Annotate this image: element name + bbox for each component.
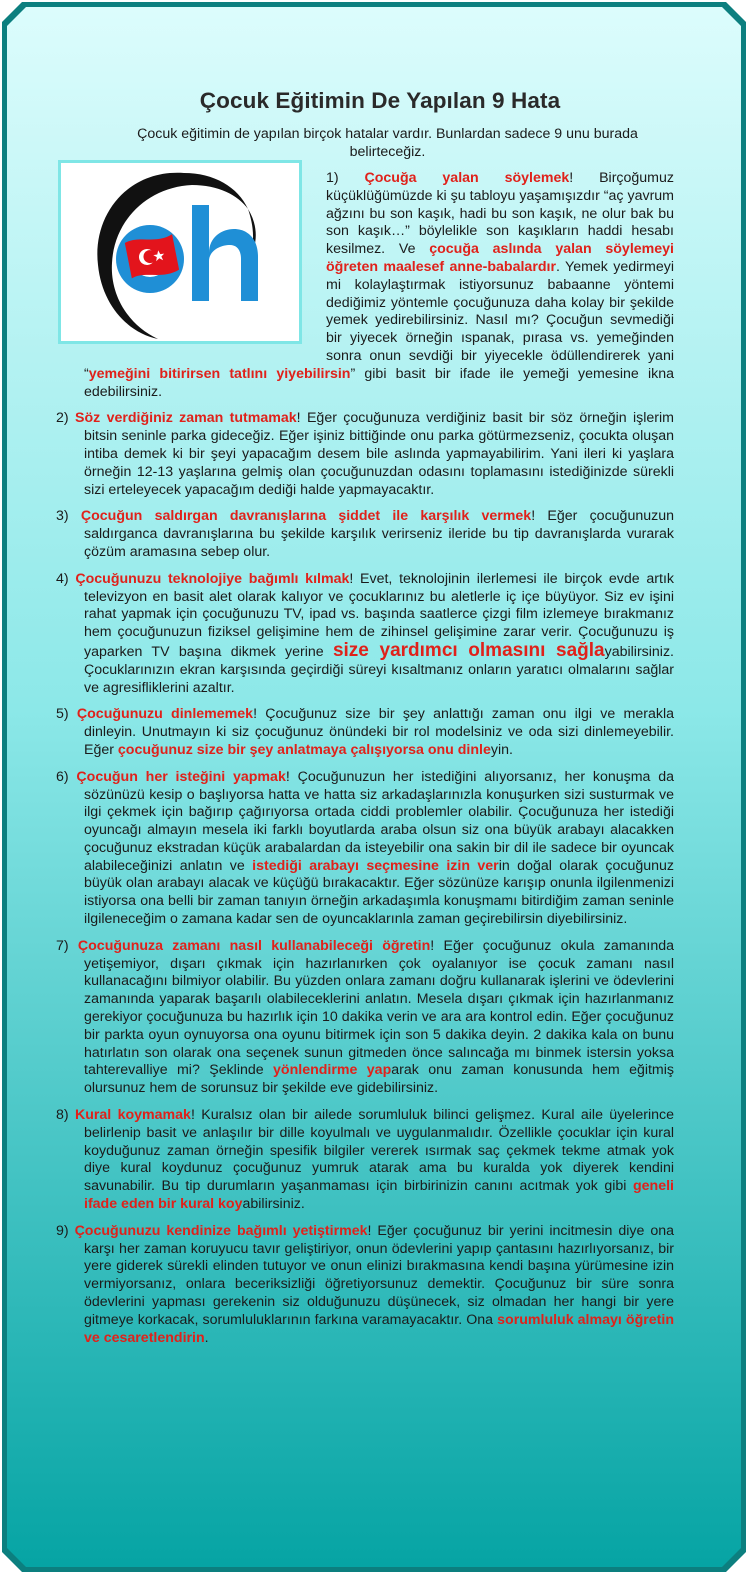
highlight-text: Çocuğunuzu teknolojiye bağımlı kılmak xyxy=(75,570,350,587)
highlight-text: geneli ifade eden bir kural koy xyxy=(84,1178,674,1213)
list-item xyxy=(56,938,674,1098)
item-number: 3) xyxy=(56,508,81,525)
item-number: 1) xyxy=(326,170,365,186)
highlight-text: çocuğunuz size bir şey anlatmaya çalışıyorsa onu dinle xyxy=(117,741,491,758)
list-item xyxy=(56,1107,674,1214)
list-item xyxy=(56,769,674,929)
body-text: ! Çocuğunuz size bir şey anlattığı zaman onu ilgi ve merakla dinleyin. Unutmayın ki siz çocuğunuz önündeki bir rol modelsiniz ve oda sizi dinlemeyebilir. Eğer xyxy=(84,706,675,758)
highlight-text: yönlendirme yap xyxy=(273,1062,392,1079)
list-item xyxy=(56,706,674,759)
item-number: 7) xyxy=(56,937,78,954)
body-text: ! Eğer çocuğunuz bir yerini incitmesin diye ona karşı her zaman koruyucu tavır geliştiriyor, onun ödevlerini yapıp çantasını hazırlıyorsanız, bir yere giderek sürekli elinden tutuyor ve onun elinizi bırakmasına kendi başına yürümesine izin vermiyorsanız, onlara beceriksizliği öğretiyorsunuz demektir. Çocuğunuz bir süre sonra ödevlerini yapması gerekenin siz olduğunuzu düşünecek, siz olmadan her hangi bir yere gitmeye korkacak, sorumluluklarının farkına varamayacaktır. Ona xyxy=(84,1222,675,1328)
item-number: 8) xyxy=(56,1107,75,1124)
highlight-large: size yardımcı olmasını sağla xyxy=(332,639,605,661)
item-number: 9) xyxy=(56,1222,75,1239)
body-text: ! Çocuğunuzun her istediğini alıyorsanız, her konuşma da sözünüzü kesip o başlıyorsa hatta ve hatta siz arkadaşlarınızla konuşurken sizi susturmak ve ilgi çekmek için bağırıp çağırıyorsa ortada ciddi problemler olabilir. Çocuğunuza her istediği oyuncağı almayın mesela iki farklı boyutlarda araba olsun siz ona büyük arabayı alacakken çocuğunuz ekstradan küçük arabalardan da isteyebilir ona sakin bir dil ile sadece bir oyuncak alabileceğinizi anlatın ve xyxy=(84,768,674,874)
page-title: Çocuk Eğitimin De Yapılan 9 Hata xyxy=(199,88,561,113)
body-text: ! Kuralsız olan bir ailede sorumluluk bilinci gelişmez. Kural aile üyelerince belirlenip basit ve anlaşılır bir dille koyulmalı ve uygulanmalıdır. Özellikle çocuklar için kural koyduğunuz zaman örneğin spesifik bilgiler vererek ısırmak saç çekmek tekme atmak yok diye kural koydunuz çocuğunuz yumruk atarak ama bu kuralda yok diyerek kendini savunabilir. Bu tip durumların yaşanmaması için birbirinizin canını acıtmak yok gibi xyxy=(84,1107,674,1195)
highlight-text: yemeğini bitirirsen tatlını yiyebilirsin xyxy=(88,365,351,382)
intro-text: Çocuk eğitimin de yapılan birçok hatalar vardır. Bunlardan sadece 9 unu burada belirteceğiz. xyxy=(137,126,638,160)
mistakes-list xyxy=(56,170,674,1356)
body-text: in doğal olarak çocuğunuz büyük olan arabayı alacak ve küçüğü bırakacaktır. Eğer sözünüze karışıp onunla ilgilenmenizi istiyorsa ona belli bir zaman tanıyın örneğin arkadaşımla konuşmamı bitirdiğim zaman seninle ilgileneceğim o zamana kadar sen de oyuncaklarınla zaman geçirebilirsin diyebilirsiniz. xyxy=(84,857,674,928)
item-number: 2) xyxy=(56,410,75,427)
logo-spacer xyxy=(56,170,326,350)
body-text: ! Eğer çocuğunuzun saldırganca davranışlarına bu şekilde karşılık verirseniz ileride bu tip davranışlarda vurarak çözüm aramasına sebep olur. xyxy=(84,508,674,560)
highlight-text: Çocuğunuzu kendinize bağımlı yetiştirmek xyxy=(74,1222,368,1239)
body-text: arak onu zaman konusunda hem eğitmiş olursunuz hem de sorunsuz bir şekilde eve gidebilirsiniz. xyxy=(84,1062,675,1097)
body-text: . Yemek yedirmeyi mi kolaylaştırmak istiyorsunuz babaanne yöntemi dediğimiz yöntemle çocuğunuza daha kolay bir şekilde yemek yedirebilirsiniz. Nasıl mı? Çocuğun sevmediği bir yiyecek örneğin ıspanak, pırasa vs. yemeğinden sonra onun sevdiği bir yiyecekle ödüllendirerek yani “ xyxy=(84,258,674,382)
body-text: yin. xyxy=(490,741,513,758)
item-number: 6) xyxy=(56,768,77,785)
body-text: ! Eğer çocuğunuza verdiğiniz basit bir söz örneğin işlerim bitsin seninle parka gideceğiz. Eğer işiniz bittiğinde onu parka götürmezseniz, çocukta oluşan intiba demek ki bir şeyi yapacağım desem bile aslında yapmayabilirim. Yani ileri ki yaşlara örneğin 12-13 yaşlarına gelmiş olan çocuğunuzdan odasını toplamasını istediğinizde sürekli sizi erteleyecek yapacağım dediği halde yapmayacaktır. xyxy=(84,410,674,498)
list-item xyxy=(56,508,674,561)
highlight-text: Kural koymamak xyxy=(74,1107,191,1124)
item-number: 4) xyxy=(56,570,76,587)
list-item xyxy=(56,410,674,499)
highlight-text: Çocuğunuzu dinlememek xyxy=(76,706,254,723)
body-text: ! Birçoğumuz küçüklüğümüzde ki şu tabloyu yaşamışızdır “aç yavrum ağzını bu son kaşık, hadi bu son kaşık, ne olur bak bu son kaşık…” böylelikle son kaşıkların haddi hesabı kesilmez. Ve xyxy=(326,170,674,258)
list-item xyxy=(56,571,674,698)
list-item xyxy=(56,1223,674,1348)
body-text: ! Eğer çocuğunuz okula zamanında yetişemiyor, dışarı çıkmak için hazırlanırken çok oyalanıyor ise çocuk zamanı nasıl kullanacağını bilmiyor olabilir. Bu yüzden onlara zamanı doğru kullanarak işlerini ve ödevlerini zamanında yaparak başarılı olabileceklerini anlatın. Mesela dışarı çıkmak için hazırlanmanız gerekiyor çocuğunuza bu hazırlık için 10 dakika verin ve ara ara kontrol edin. Eğer çocuğunuz bir parkta oyun oynuyorsa ona oyunu bitirmek için son 5 dakika deyin. 2 dakika kala on bunu hatırlatın son olarak ona seçenek sunun gitmeden önce salıncağa mı binmek istersin yoksa tahterevalliye mi? Şeklinde xyxy=(84,937,675,1079)
highlight-text: sorumluluk almayı öğretin ve cesaretlendirin xyxy=(84,1311,674,1346)
body-text: abilirsiniz. xyxy=(242,1196,305,1213)
body-text: . xyxy=(204,1329,209,1346)
body-text: ! Evet, teknolojinin ilerlemesi ile birçok evde artık televizyon en basit alet olarak kalıyor ve çocuklarınız bu aletlerle iç içe büyüyor. Siz ev işini rahat yapmak için çocuğunuzu TV, ipad vs. başında saatlerce çizgi film izlemeye bırakmanız hem çocuğunuzun fiziksel gelişimine hem de zihinsel gelişimine zarar verir. Çocuğunuzu iş yaparken TV başına dikmek yerine xyxy=(84,570,674,660)
body-text: yabilirsiniz. Çocuklarınızın ekran karşısında geçirdiği süreyi kısaltmanız onların yaratıcı olmalarını sağlar ve agresifliklerini azaltır. xyxy=(84,643,674,696)
highlight-text: istediği arabayı seçmesine izin ver xyxy=(252,857,499,874)
highlight-text: çocuğa aslında yalan söylemeyi öğreten maalesef anne-babalardır xyxy=(326,241,674,275)
highlight-text: Söz verdiğiniz zaman tutmamak xyxy=(74,410,297,427)
highlight-text: Çocuğun her isteğini yapmak xyxy=(76,768,286,785)
body-text: ” gibi basit bir ifade ile yemeği yemesine ikna edebilirsiniz. xyxy=(84,365,674,400)
highlight-text: Çocuğunuza zamanı nasıl kullanabileceği öğretin xyxy=(77,937,431,954)
highlight-text: Çocuğa yalan söylemek xyxy=(364,170,570,186)
highlight-text: Çocuğun saldırgan davranışlarına şiddet ile karşılık vermek xyxy=(80,508,532,525)
item-number: 5) xyxy=(56,706,77,723)
